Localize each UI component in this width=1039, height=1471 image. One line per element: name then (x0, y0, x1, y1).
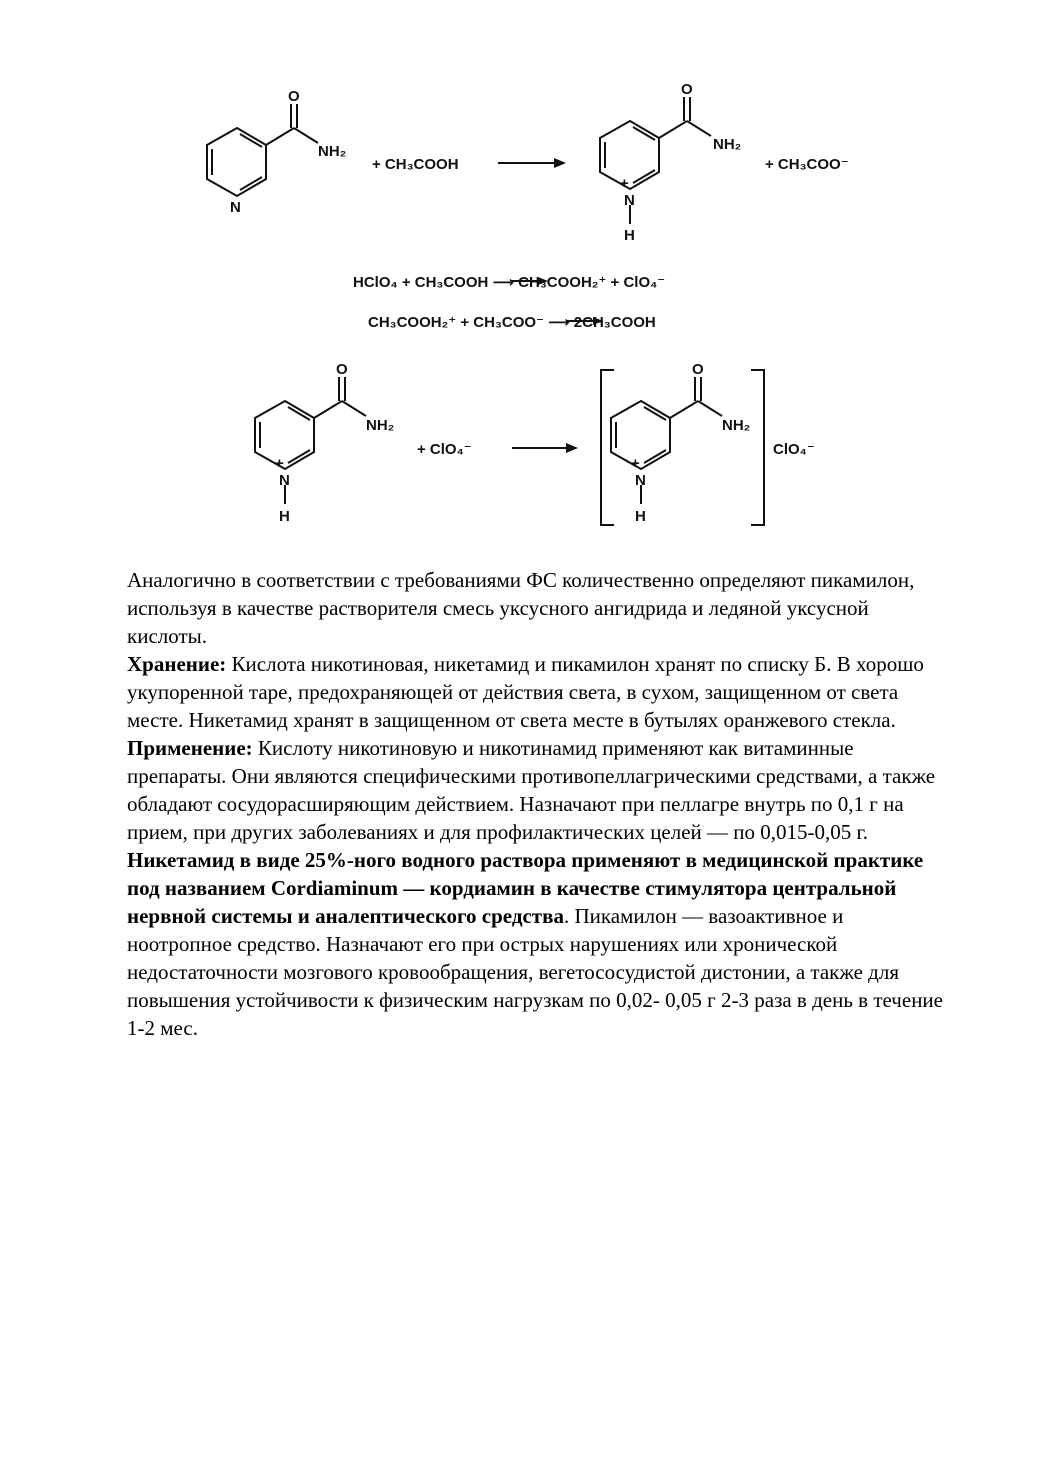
atom-label-n: N (230, 199, 241, 216)
body-text (97, 566, 952, 1042)
usage-text: Кислоту никотиновую и никотинамид применяют как витаминные препараты. Они являются специфическими противопеллагрическими средствами, а также обладают сосудорасширяющим действием. Назначают при пеллагре внутрь по 0,1 г на прием, при других заболеваниях и для профилактических целей — по 0,015-0,05 г. (127, 736, 936, 844)
atom-label-o: O (336, 361, 348, 378)
atom-label-n: N (635, 472, 646, 489)
nicotinamide-cation-structure (600, 97, 711, 224)
usage-heading: Применение: (127, 736, 253, 760)
reaction-scheme (0, 0, 1039, 560)
reagent-acetic-acid: + CH₃COOH (372, 156, 459, 173)
atom-label-n: N (279, 472, 290, 489)
counterion-perchlorate: ClO₄⁻ (773, 441, 815, 458)
product-acetate: + CH₃COO⁻ (765, 156, 849, 173)
atom-label-nh2: NH₂ (318, 143, 347, 160)
nicotinamide-cation-structure (255, 377, 366, 504)
atom-label-n: N (624, 192, 635, 209)
paragraph-storage (97, 650, 952, 734)
charge-plus: + (275, 455, 284, 472)
atom-label-o: O (692, 361, 704, 378)
atom-label-o: O (288, 88, 300, 105)
right-bracket (751, 370, 764, 525)
storage-heading: Хранение: (127, 652, 227, 676)
usage-picamilon-text: . Пикамилон — вазоактивное и ноотропное средство. Назначают его при острых нарушениях или хронической недостаточности мозгового кровообращения, вегетососудистой дистонии, а также для повышения устойчивости к физическим нагрузкам по 0,02- 0,05 г 2-3 раза в день в течение 1-2 мес. (127, 904, 943, 1040)
nicotinamide-perchlorate-structure (601, 370, 764, 525)
equation-perchloric-acid: HClO₄ + CH₃COOH ⟶ CH₃COOH₂⁺ + ClO₄⁻ (353, 274, 666, 291)
usage-cordiamin-text: Никетамид в виде 25%-ного водного раствора применяют в медицинской практике под названием Cordiaminum — кордиамин в качестве стимулятора центральной нервной системы и аналептического средства (127, 848, 924, 928)
atom-label-nh2: NH₂ (366, 417, 395, 434)
charge-plus: + (620, 175, 629, 192)
atom-label-nh2: NH₂ (713, 136, 742, 153)
nicotinamide-structure (207, 104, 318, 196)
atom-label-o: O (681, 81, 693, 98)
arrow-head (554, 158, 566, 168)
arrow-head (566, 443, 578, 453)
atom-label-h: H (279, 508, 290, 525)
atom-label-h: H (635, 508, 646, 525)
paragraph-quantitative: Аналогично в соответствии с требованиями ФС количественно определяют пикамилон, используя в качестве растворителя смесь уксусного ангидрида и ледяной уксусной кислоты. (127, 568, 915, 648)
paragraph-usage (97, 734, 952, 1042)
storage-text: Кислота никотиновая, никетамид и пикамилон хранят по списку Б. В хорошо укупоренной таре, предохраняющей от действия света, в сухом, защищенном от света месте. Никетамид хранят в защищенном от света месте в бутылях оранжевого стекла. (127, 652, 924, 732)
atom-label-h: H (624, 227, 635, 244)
charge-plus: + (631, 455, 640, 472)
equation-neutralization: CH₃COOH₂⁺ + CH₃COO⁻ ⟶ 2CH₃COOH (368, 314, 656, 331)
left-bracket (601, 370, 614, 525)
reagent-perchlorate: + ClO₄⁻ (417, 441, 472, 458)
atom-label-nh2: NH₂ (722, 417, 751, 434)
